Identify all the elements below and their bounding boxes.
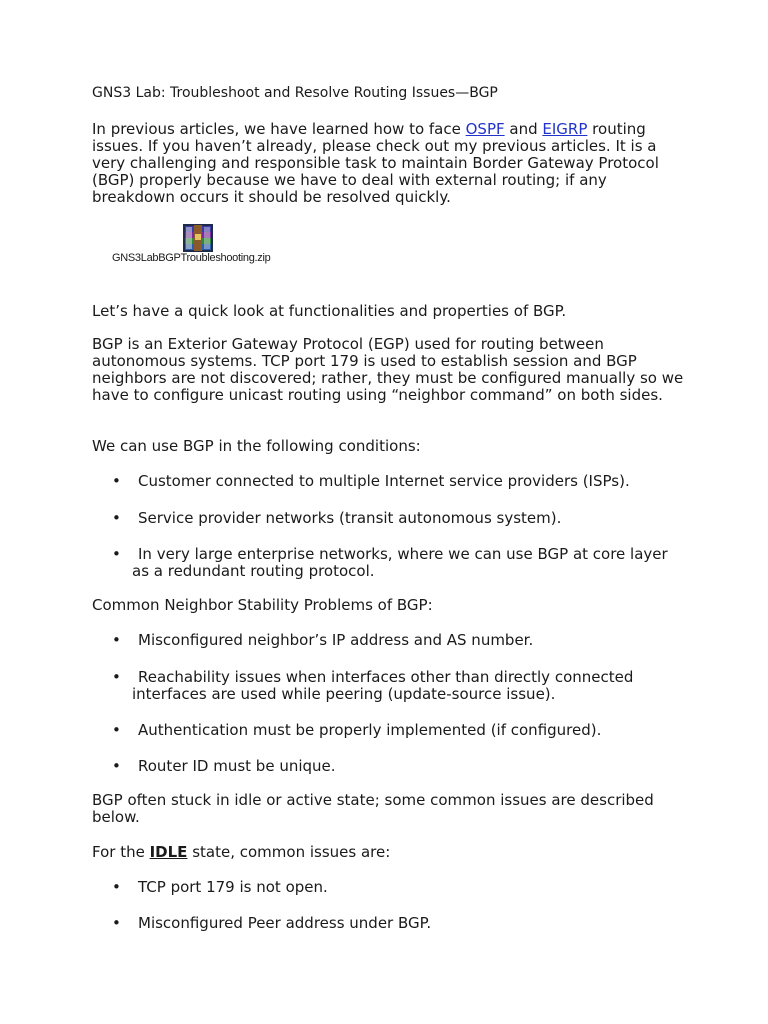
eigrp-link[interactable]: EIGRP xyxy=(542,120,588,138)
bgp-definition-paragraph: BGP is an Exterior Gateway Protocol (EGP) used for routing between autonomous systems. TCP port 179 is used to establish session and BGP neighbors are not discovered; rather, they must be configured manually so we have to configure unicast routing using “neighbor command” on both sides. xyxy=(92,335,684,404)
list-item-text: Service provider networks (transit autonomous system). xyxy=(138,509,562,527)
intro-text-start: In previous articles, we have learned how to face xyxy=(92,120,466,138)
idle-intro-end: state, common issues are: xyxy=(187,843,391,861)
list-item-text: Customer connected to multiple Internet service providers (ISPs). xyxy=(138,472,630,490)
list-item xyxy=(112,669,672,703)
list-item xyxy=(112,510,672,527)
list-item xyxy=(112,546,672,580)
list-item-text: TCP port 179 is not open. xyxy=(138,878,328,896)
bullet-marker: • xyxy=(112,631,121,649)
list-item-text: Authentication must be properly implemented (if configured). xyxy=(138,721,602,739)
attachment-file[interactable] xyxy=(112,222,312,272)
list-item-text: Reachability issues when interfaces other than directly connected interfaces are used while peering (update-source issue). xyxy=(132,668,634,703)
bullet-marker: • xyxy=(112,878,121,896)
bullet-marker: • xyxy=(112,721,121,739)
intro-paragraph xyxy=(92,121,692,206)
conditions-paragraph: We can use BGP in the following conditions: xyxy=(92,437,421,455)
idle-active-paragraph: BGP often stuck in idle or active state; some common issues are described below. xyxy=(92,791,654,826)
bullet-marker: • xyxy=(112,472,121,490)
list-item-text: Router ID must be unique. xyxy=(138,757,336,775)
bullet-marker: • xyxy=(112,914,121,932)
list-item xyxy=(112,915,672,932)
list-item-text: Misconfigured Peer address under BGP. xyxy=(138,914,432,932)
idle-intro-paragraph xyxy=(92,844,692,861)
list-item xyxy=(112,722,672,739)
ospf-link[interactable]: OSPF xyxy=(465,120,505,138)
quick-look-paragraph: Let’s have a quick look at functionalities and properties of BGP. xyxy=(92,302,567,320)
attachment-filename[interactable]: GNS3LabBGPTroubleshooting.zip xyxy=(112,252,271,264)
page-title: GNS3 Lab: Troubleshoot and Resolve Routing Issues—BGP xyxy=(92,85,498,101)
intro-text-rest: routing issues. If you haven’t already, please check out my previous articles. It is a very challenging and responsible task to maintain Border Gateway Protocol (BGP) properly because we have to deal with external routing; if any breakdown occurs it should be resolved quickly. xyxy=(92,120,659,206)
bullet-marker: • xyxy=(112,509,121,527)
list-item xyxy=(112,758,672,775)
bullet-marker: • xyxy=(112,668,121,686)
list-item-text: Misconfigured neighbor’s IP address and AS number. xyxy=(138,631,534,649)
bullet-marker: • xyxy=(112,545,121,563)
intro-text-and: and xyxy=(504,120,543,138)
list-item xyxy=(112,632,672,649)
idle-keyword: IDLE xyxy=(149,843,188,861)
idle-intro-start: For the xyxy=(92,843,150,861)
stability-paragraph: Common Neighbor Stability Problems of BGP: xyxy=(92,596,433,614)
list-item-text: In very large enterprise networks, where we can use BGP at core layer as a redundant routing protocol. xyxy=(132,545,668,580)
winrar-archive-icon xyxy=(182,222,214,254)
list-item xyxy=(112,879,672,896)
list-item xyxy=(112,473,672,490)
bullet-marker: • xyxy=(112,757,121,775)
